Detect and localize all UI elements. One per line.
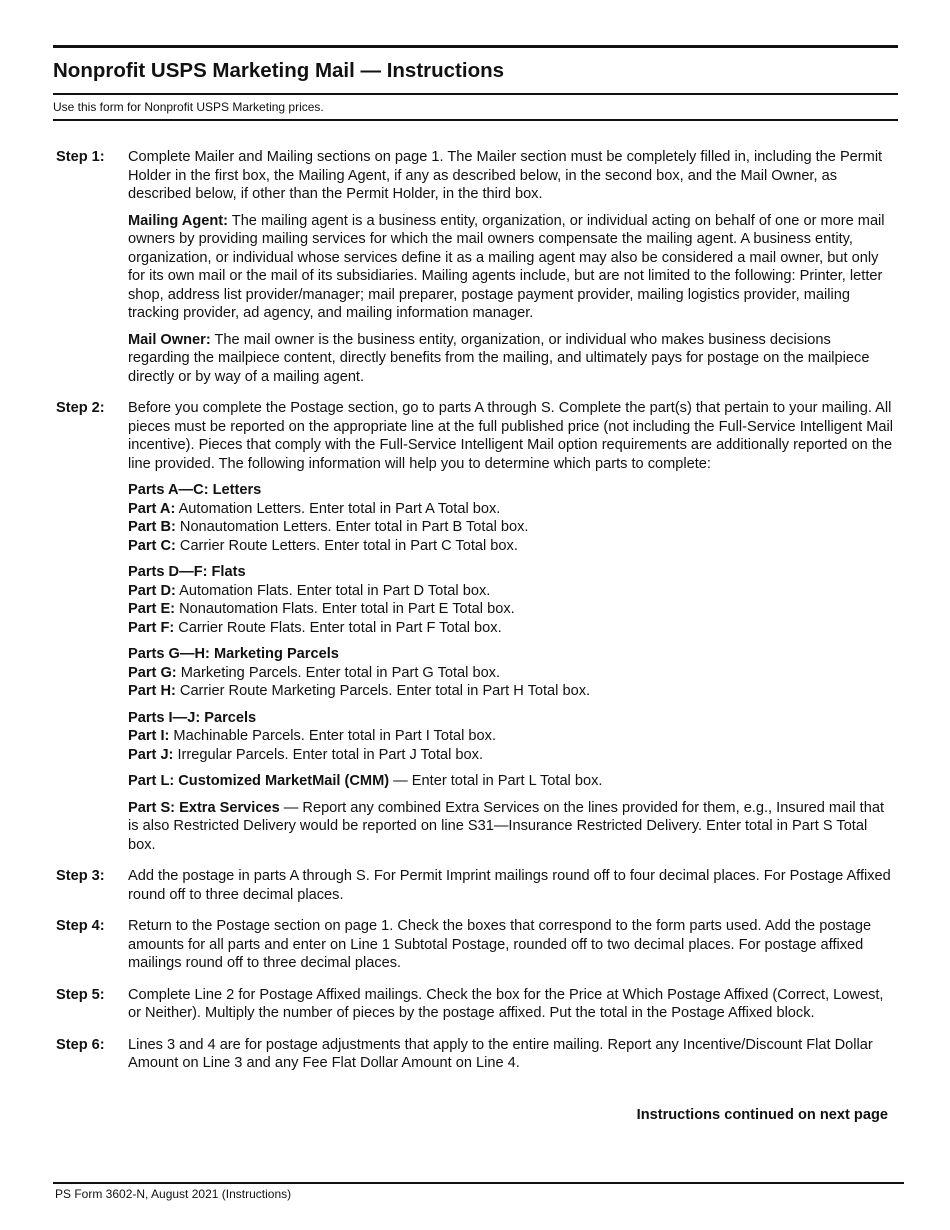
step-1-label: Step 1: xyxy=(56,149,105,165)
step-1-text: Complete Mailer and Mailing sections on page 1. The Mailer section must be completely filled in, including the Permit Holder in the first box, the Mailing Agent, if any as described below, in the second box, and the Mail Owner, as described below, if other than the Permit Holder, in the third box. xyxy=(128,149,883,202)
title-rule xyxy=(53,93,898,95)
part-j-label: Part J: xyxy=(128,746,174,763)
step-5-text: Complete Line 2 for Postage Affixed mailings. Check the box for the Price at Which Postage Affixed (Correct, Lowest, or Neither). Multiply the number of pieces by the postage affixed. Put the total in the Postage Affixed block. xyxy=(128,986,884,1021)
part-a-label: Part A: xyxy=(128,500,176,517)
step-3 xyxy=(56,867,896,904)
part-l-paragraph xyxy=(128,772,896,791)
form-footer: PS Form 3602-N, August 2021 (Instructions) xyxy=(55,1187,292,1201)
part-i-line xyxy=(128,727,896,746)
part-a-line xyxy=(128,500,896,519)
part-d-text: Automation Flats. Enter total in Part D Total box. xyxy=(179,582,491,599)
subtitle-rule xyxy=(53,119,898,121)
part-d-line xyxy=(128,582,896,601)
continued-note: Instructions continued on next page xyxy=(636,1107,888,1123)
part-s-label: Part S: Extra Services xyxy=(128,799,280,816)
mail-owner-label: Mail Owner: xyxy=(128,331,211,348)
letters-group xyxy=(128,481,896,555)
part-f-text: Carrier Route Flats. Enter total in Part F Total box. xyxy=(178,619,502,636)
part-j-text: Irregular Parcels. Enter total in Part J Total box. xyxy=(177,746,484,763)
mailing-agent-text: The mailing agent is a business entity, organization, or individual acting on behalf of one or more mail owners by providing mailing services for which the mail owners compensate the mailing agent. A business entity, organization, or individual whose services define it as a mailing agent may also be considered a mail owner, but only for its own mail or the mail of its subsidiaries. Mailing agents include, but are not limited to the following: Printer, letter shop, address list provider/manager; mail preparer, postage payment provider, mailing logistics provider, mailing tracking provider, ad agency, and mailing information manager. xyxy=(128,212,885,321)
part-a-text: Automation Letters. Enter total in Part A Total box. xyxy=(178,500,501,517)
marketing-parcels-group-title: Parts G—H: Marketing Parcels xyxy=(128,646,339,662)
parcels-group-title: Parts I—J: Parcels xyxy=(128,709,257,726)
step-3-text: Add the postage in parts A through S. For Permit Imprint mailings round off to four decimal places. For Postage Affixed round off to three decimal places. xyxy=(128,868,891,903)
step-3-label: Step 3: xyxy=(56,868,105,884)
part-e-text: Nonautomation Flats. Enter total in Part E Total box. xyxy=(179,601,515,617)
part-s-paragraph xyxy=(128,799,896,855)
part-g-line xyxy=(128,664,896,683)
step-5-label: Step 5: xyxy=(56,986,105,1003)
marketing-parcels-group xyxy=(128,645,896,701)
part-f-line xyxy=(128,619,896,638)
step-2-label: Step 2: xyxy=(56,400,105,416)
part-d-label: Part D: xyxy=(128,582,176,599)
top-rule xyxy=(53,45,898,48)
flats-group-title: Parts D—F: Flats xyxy=(128,564,246,580)
page-title: Nonprofit USPS Marketing Mail — Instructions xyxy=(53,59,505,82)
part-l-label: Part L: Customized MarketMail (CMM) xyxy=(128,773,390,789)
page-subtitle: Use this form for Nonprofit USPS Marketing prices. xyxy=(53,100,324,114)
part-e-label: Part E: xyxy=(128,601,176,617)
part-h-text: Carrier Route Marketing Parcels. Enter total in Part H Total box. xyxy=(179,683,591,699)
part-f-label: Part F: xyxy=(128,619,175,636)
parcels-group xyxy=(128,709,896,765)
step-4-text: Return to the Postage section on page 1. Check the boxes that correspond to the form parts used. Add the postage amounts for all parts and enter on Line 1 Subtotal Postage, rounded off to two decimal places. For postage affixed mailings round off to three decimal places. xyxy=(128,918,872,971)
footer-rule xyxy=(53,1182,904,1184)
part-b-line xyxy=(128,518,896,537)
part-s-text: — Report any combined Extra Services on the lines provided for them, e.g., Insured mail that is also Restricted Delivery would be reported on line S31—Insurance Restricted Delivery. Enter total in Part S Total box. xyxy=(128,799,885,853)
mail-owner-text: The mail owner is the business entity, organization, or individual who makes business decisions regarding the mailpiece content, directly benefits from the mailing, and ultimately pays for postage on the mailpiece directly or by way of a mailing agent. xyxy=(128,331,870,385)
step-5 xyxy=(56,986,896,1023)
step-2-text: Before you complete the Postage section, go to parts A through S. Complete the part(s) that pertain to your mailing. All pieces must be reported on the appropriate line at the full published price (not including the Full-Service Intelligent Mail incentive). Pieces that comply with the Full-Service Intelligent Mail option requirements are additionally reported on the line provided. The following information will help you to determine which parts to complete: xyxy=(128,400,893,472)
part-l-text: — Enter total in Part L Total box. xyxy=(393,773,603,789)
mailing-agent-paragraph xyxy=(128,212,896,323)
mail-owner-paragraph xyxy=(128,331,896,387)
part-c-label: Part C: xyxy=(128,537,176,554)
letters-group-title: Parts A—C: Letters xyxy=(128,482,262,498)
instructions-body xyxy=(56,148,896,1073)
part-j-line xyxy=(128,746,896,765)
part-e-line xyxy=(128,600,896,619)
step-4-label: Step 4: xyxy=(56,918,105,934)
step-2 xyxy=(56,399,896,854)
step-4 xyxy=(56,917,896,973)
step-1 xyxy=(56,148,896,386)
step-6-text: Lines 3 and 4 are for postage adjustments that apply to the entire mailing. Report any Incentive/Discount Flat Dollar Amount on Line 3 and any Fee Flat Dollar Amount on Line 4. xyxy=(128,1036,873,1071)
step-6 xyxy=(56,1036,896,1073)
part-b-label: Part B: xyxy=(128,519,176,535)
flats-group xyxy=(128,563,896,637)
part-b-text: Nonautomation Letters. Enter total in Part B Total box. xyxy=(179,519,529,535)
part-i-text: Machinable Parcels. Enter total in Part I Total box. xyxy=(173,728,497,744)
step-6-label: Step 6: xyxy=(56,1036,105,1053)
part-c-line xyxy=(128,537,896,556)
part-g-text: Marketing Parcels. Enter total in Part G Total box. xyxy=(180,664,501,681)
part-i-label: Part I: xyxy=(128,728,170,744)
mailing-agent-label: Mailing Agent: xyxy=(128,212,228,229)
part-c-text: Carrier Route Letters. Enter total in Part C Total box. xyxy=(179,537,518,554)
part-g-label: Part G: xyxy=(128,664,177,681)
part-h-label: Part H: xyxy=(128,683,176,699)
part-h-line xyxy=(128,682,896,701)
